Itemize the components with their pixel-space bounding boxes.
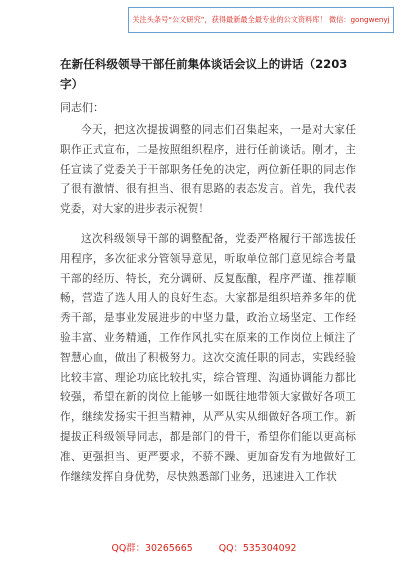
document-title: 在新任科级领导干部任前集体谈话会议上的讲话（2203字） xyxy=(60,57,348,91)
footer-qq-group: QQ群：30265665 xyxy=(111,543,193,554)
salutation: 同志们： xyxy=(60,101,104,114)
paragraph-1: 今天，把这次提拔调整的同志们召集起来，一是对大家任职作正式宣布，二是按照组织程序，进行任前谈话。刚才，主任宣读了党委关于干部职务任免的决定，两位新任职的同志作了很有激情、很有担当、很有思路的表态发言。首先，我代表党委，对大家的进步表示祝贺！ xyxy=(60,124,356,216)
paragraph-2: 这次科级领导干部的调整配备，党委严格履行干部选拔任用程序，多次征求分管领导意见，听取单位部门意见综合考量干部的经历、特长，充分调研、反复酝酿，程序严谨、推荐顺畅，营造了选人用人的良好生态。大家都是组织培养多年的优秀干部，是事业发展进步的中坚力量，政治立场坚定、工作经验丰富、业务精通，工作作风扎实在原来的工作岗位上倾注了智慧心血，做出了积极努力。这次交流任职的同志，实践经验比较丰富、理论功底比较扎实，综合管理、沟通协调能力都比较强，希望在新的岗位上能够一如既往地带领大家做好各项工作，继续发扬实干担当精神，从严从实从细做好各项工作。新提拔正科级领导同志，都是部门的骨干，希望你们能以更高标准、更强担当、更严要求，不骄不躁、更加奋发有为地做好工作继续发挥自身优势，尽快熟悉部门业务，迅速进入工作状 xyxy=(60,232,356,483)
footer-qq: QQ：535304092 xyxy=(218,543,297,554)
document-body xyxy=(60,121,356,487)
promo-banner-text: 关注头条号“公文研究”，获得最新最全最专业的公文资料库！ 微信：gongwenyj xyxy=(132,15,390,24)
promo-banner xyxy=(128,7,394,33)
page-footer xyxy=(0,540,408,560)
